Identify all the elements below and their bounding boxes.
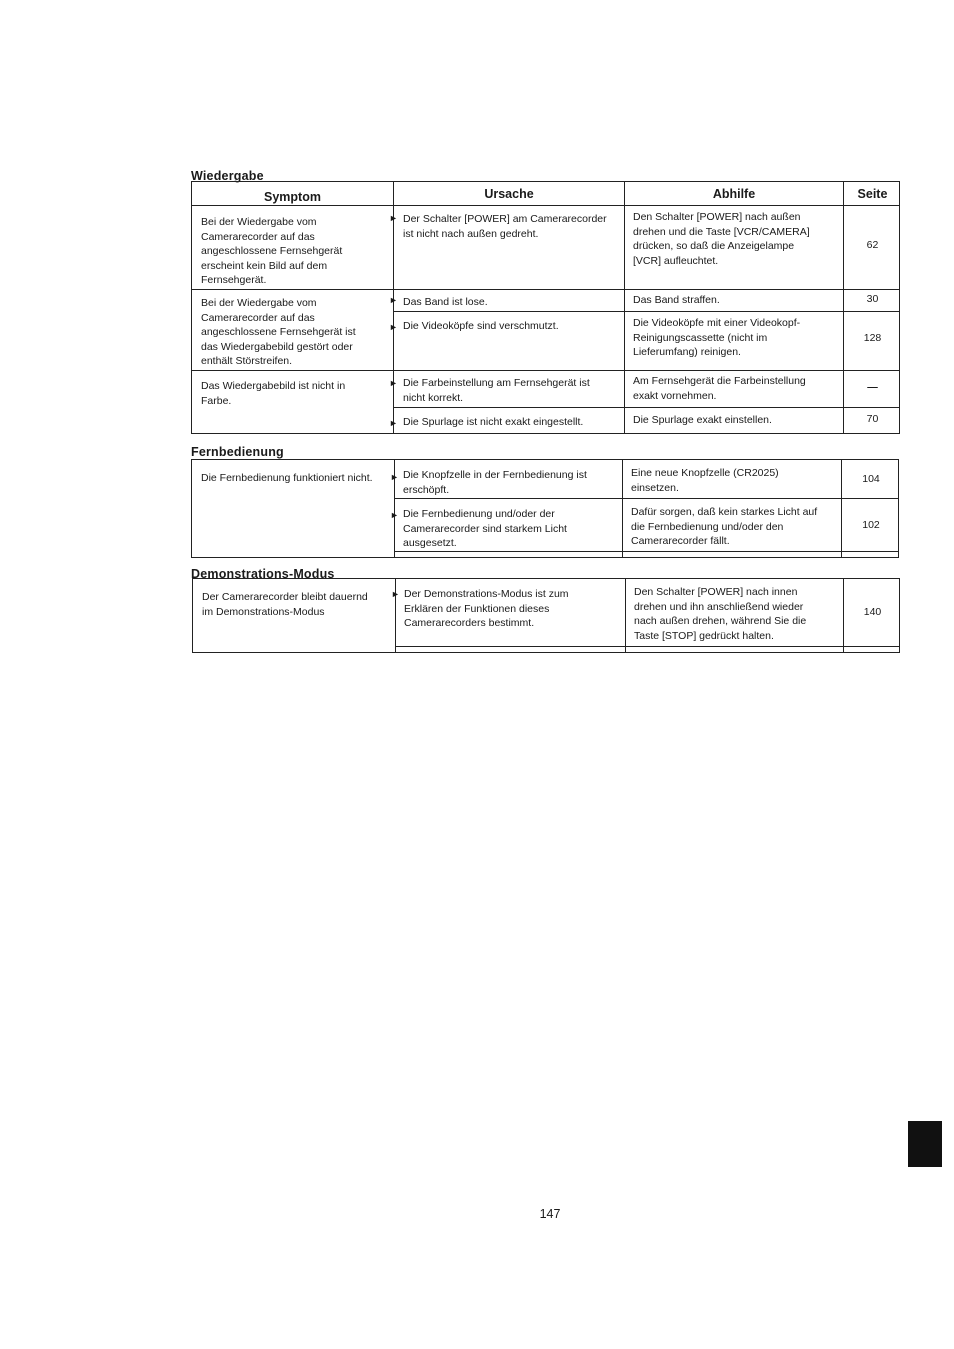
page-ref-cell: 102 [862, 519, 880, 531]
remedy-cell: Die Spurlage exakt einstellen. [633, 414, 772, 426]
symptom-cell: Das Wiedergabebild ist nicht in Farbe. [201, 380, 346, 407]
symptom-cell: Bei der Wiedergabe vom Camerarecorder auf das angeschlossene Fernsehgerät ist das Wiedergabebild gestört oder enthält Störstreifen. [201, 297, 356, 368]
page-ref-cell: 30 [866, 293, 879, 305]
pointer-arrow-icon: ► [389, 295, 398, 305]
cause-cell: Die Videoköpfe sind verschmutzt. [403, 320, 559, 332]
header-ursache: Ursache [484, 187, 534, 201]
table-fernbedienung [191, 459, 899, 558]
cause-cell: Das Band ist lose. [403, 296, 488, 308]
pointer-arrow-icon: ► [390, 510, 399, 520]
cause-cell: Die Knopfzelle in der Fernbedienung ist erschöpft. [403, 469, 587, 496]
remedy-cell: Das Band straffen. [633, 294, 720, 306]
header-abhilfe: Abhilfe [712, 187, 756, 201]
cause-cell: Die Farbeinstellung am Fernsehgerät ist nicht korrekt. [403, 377, 590, 404]
symptom-cell: Die Fernbedienung funktioniert nicht. [201, 472, 373, 484]
symptom-cell: Bei der Wiedergabe vom Camerarecorder auf das angeschlossene Fernsehgerät erscheint kein Bild auf dem Fernsehgerät. [201, 216, 343, 287]
remedy-cell: Die Videoköpfe mit einer Videokopf- Reinigungscassette (nicht im Lieferumfang) reinigen. [633, 317, 801, 359]
pointer-arrow-icon: ► [390, 472, 399, 482]
page-number: 147 [539, 1207, 561, 1221]
cause-cell: Die Fernbedienung und/oder der Camerarecorder sind starkem Licht ausgesetzt. [403, 508, 567, 550]
page-ref-cell: 140 [863, 606, 882, 618]
table-demonstrations-modus [192, 578, 900, 653]
thumb-index-tab [908, 1121, 942, 1167]
page-ref-cell: 62 [866, 239, 879, 251]
pointer-arrow-icon: ► [389, 378, 398, 388]
remedy-cell: Dafür sorgen, daß kein starkes Licht auf die Fernbedienung und/oder den Camerarecorder fällt. [631, 506, 818, 548]
pointer-arrow-icon: ► [389, 418, 398, 428]
page-ref-cell: 128 [863, 332, 882, 344]
remedy-cell: Eine neue Knopfzelle (CR2025) einsetzen. [631, 467, 779, 494]
remedy-cell: Den Schalter [POWER] nach außen drehen und die Taste [VCR/CAMERA] drücken, so daß die Anzeigelampe [VCR] aufleuchtet. [633, 211, 810, 267]
page-ref-cell: — [867, 381, 878, 393]
remedy-cell: Am Fernsehgerät die Farbeinstellung exakt vornehmen. [633, 375, 806, 402]
section-title-wiedergabe: Wiedergabe [191, 169, 264, 183]
cause-cell: Der Schalter [POWER] am Camerarecorder ist nicht nach außen gedreht. [403, 213, 607, 240]
page-ref-cell: 104 [862, 473, 880, 485]
header-seite: Seite [857, 187, 888, 201]
pointer-arrow-icon: ► [391, 589, 400, 599]
pointer-arrow-icon: ► [389, 322, 398, 332]
remedy-cell: Den Schalter [POWER] nach innen drehen und ihn anschließend wieder nach außen drehen, während Sie die Taste [STOP] gedrückt halten. [634, 586, 807, 642]
pointer-arrow-icon: ► [389, 213, 398, 223]
page-ref-cell: 70 [866, 413, 879, 425]
header-symptom: Symptom [264, 190, 321, 204]
symptom-cell: Der Camerarecorder bleibt dauernd im Demonstrations-Modus [202, 591, 368, 618]
section-title-demonstrations-modus: Demonstrations-Modus [191, 567, 335, 581]
table-wiedergabe [191, 181, 900, 434]
cause-cell: Die Spurlage ist nicht exakt eingestellt. [403, 416, 584, 428]
cause-cell: Der Demonstrations-Modus ist zum Erklären der Funktionen dieses Camerarecorders bestimmt. [404, 588, 569, 630]
section-title-fernbedienung: Fernbedienung [191, 445, 284, 459]
